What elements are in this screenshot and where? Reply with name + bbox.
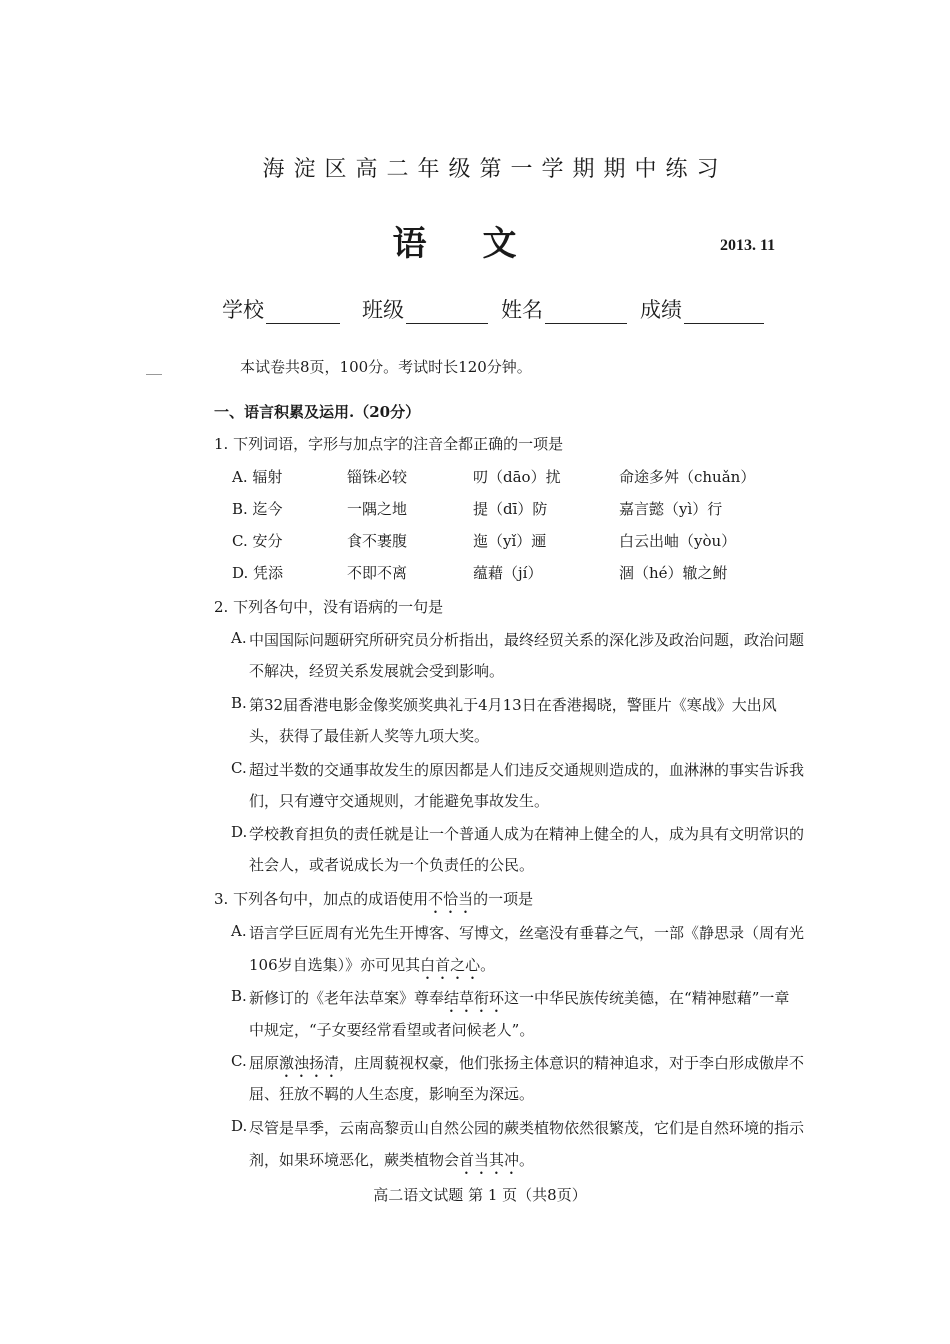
- q1-d-word4: 涸（hé）辙之鲋: [619, 564, 728, 582]
- q2-c-letter: C.: [231, 759, 247, 777]
- emphasized-idiom: 激浊扬清: [279, 1054, 340, 1072]
- q2-d-line1: 学校教育担负的责任就是让一个普通人成为在精神上健全的人，成为具有文明常识的: [249, 825, 805, 843]
- q1-a-word4: 命途多舛（chuǎn）: [619, 468, 756, 486]
- q1-b-word2: 一隅之地: [347, 500, 408, 518]
- info-label: 班级: [362, 298, 404, 322]
- section-heading: 一、语言积累及运用.（20分）: [214, 403, 421, 421]
- q2-c-line2: 们，只有遵守交通规则，才能避免事故发生。: [249, 792, 550, 810]
- question-2-stem: 2. 下列各句中，没有语病的一句是: [214, 598, 444, 616]
- subject-title: 语文: [392, 224, 573, 264]
- q3-c-line2: 屈、狂放不羁的人生态度，影响至为深远。: [249, 1085, 535, 1103]
- info-blank[interactable]: [266, 303, 340, 324]
- q3-a-line1: 语言学巨匠周有光先生开博客、写博文，丝毫没有垂暮之气，一部《静思录（周有光: [249, 924, 805, 942]
- q3-d-line2: 剂，如果环境恶化，蕨类植物会首当其冲。: [249, 1151, 535, 1169]
- question-3-stem: 3. 下列各句中，加点的成语使用不恰当的一项是: [214, 890, 534, 908]
- q3-c-letter: C.: [231, 1052, 247, 1070]
- q1-d-word1: D. 凭添: [232, 564, 284, 582]
- q3-a-line2: 106岁自选集）》亦可见其白首之心。: [249, 956, 496, 974]
- q3-b-line2: 中规定，“子女要经常看望或者问候老人”。: [249, 1021, 535, 1039]
- emphasized-text: 不恰当: [428, 890, 474, 908]
- exam-intro: 本试卷共8页，100分。考试时长120分钟。: [240, 358, 532, 376]
- q2-a-line2: 不解决，经贸关系发展就会受到影响。: [249, 662, 505, 680]
- question-1-stem: 1. 下列词语，字形与加点字的注音全都正确的一项是: [214, 435, 564, 453]
- q1-d-word2: 不即不离: [347, 564, 408, 582]
- q2-d-letter: D.: [231, 823, 248, 841]
- exam-title: 海淀区高二年级第一学期期中练习: [262, 157, 728, 182]
- info-field-name[interactable]: [501, 294, 627, 324]
- info-blank[interactable]: [545, 303, 627, 324]
- margin-mark: [146, 374, 162, 375]
- q3-c-line1: 屈原激浊扬清，庄周藐视权豪，他们张扬主体意识的精神追求，对于李白形成傲岸不: [249, 1054, 805, 1072]
- q2-a-letter: A.: [231, 629, 247, 647]
- q3-d-letter: D.: [231, 1117, 248, 1135]
- q1-c-word2: 食不裹腹: [347, 532, 408, 550]
- q1-b-word3: 提（dī）防: [473, 500, 548, 518]
- q2-c-line1: 超过半数的交通事故发生的原因都是人们违反交通规则造成的，血淋淋的事实告诉我: [249, 761, 805, 779]
- q3-b-letter: B.: [231, 987, 247, 1005]
- emphasized-idiom: 白首之心: [420, 956, 481, 974]
- q3-a-letter: A.: [231, 922, 247, 940]
- q1-c-word4: 白云出岫（yòu）: [619, 532, 737, 550]
- q2-b-line1: 第32届香港电影金像奖颁奖典礼于4月13日在香港揭晓，警匪片《寒战》大出风: [249, 696, 777, 714]
- q1-a-word3: 叨（dāo）扰: [473, 468, 561, 486]
- info-label: 姓名: [501, 298, 543, 322]
- info-field-class[interactable]: [362, 294, 488, 324]
- q1-b-word1: B. 迄今: [232, 500, 283, 518]
- q2-a-line1: 中国国际问题研究所研究员分析指出，最终经贸关系的深化涉及政治问题，政治问题: [249, 631, 805, 649]
- q1-c-word1: C. 安分: [232, 532, 283, 550]
- exam-date: 2013. 11: [720, 237, 776, 254]
- info-field-school[interactable]: [222, 294, 340, 324]
- info-blank[interactable]: [684, 303, 764, 324]
- q2-d-line2: 社会人，或者说成长为一个负责任的公民。: [249, 856, 535, 874]
- info-label: 学校: [222, 298, 264, 322]
- q3-b-line1: 新修订的《老年法草案》尊奉结草衔环这一中华民族传统美德，在“精神慰藉”一章: [249, 989, 790, 1007]
- info-blank[interactable]: [406, 303, 488, 324]
- q1-d-word3: 蕴藉（jí）: [473, 564, 543, 582]
- emphasized-idiom: 首当其冲: [459, 1151, 520, 1169]
- page-footer: 高二语文试题 第 1 页（共8页）: [373, 1186, 587, 1204]
- q1-c-word3: 迤（yǐ）逦: [473, 532, 547, 550]
- info-field-score[interactable]: [640, 294, 764, 324]
- q1-a-word2: 锱铢必较: [347, 468, 408, 486]
- info-label: 成绩: [640, 298, 682, 322]
- q1-b-word4: 嘉言懿（yì）行: [619, 500, 723, 518]
- q2-b-line2: 头，获得了最佳新人奖等九项大奖。: [249, 727, 490, 745]
- emphasized-idiom: 结草衔环: [444, 989, 505, 1007]
- q3-d-line1: 尽管是旱季，云南高黎贡山自然公园的蕨类植物依然很繁茂，它们是自然环境的指示: [249, 1119, 805, 1137]
- q1-a-word1: A. 辐射: [232, 468, 283, 486]
- q2-b-letter: B.: [231, 694, 247, 712]
